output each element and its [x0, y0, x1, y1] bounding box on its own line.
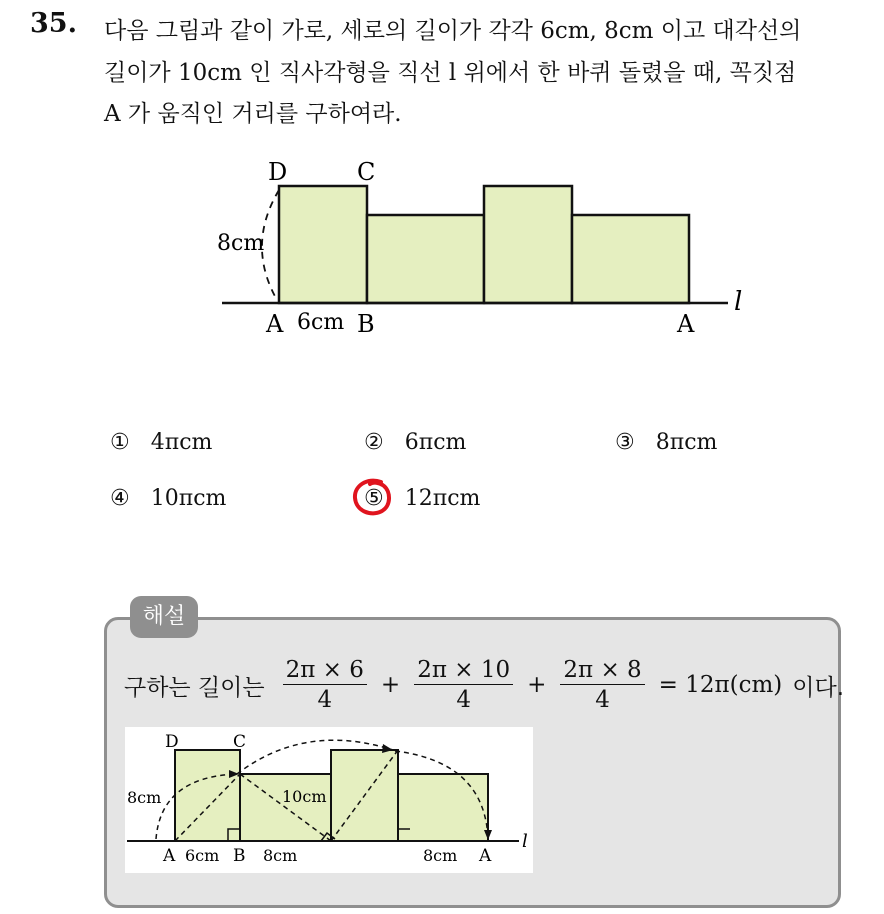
- solution-equation: [124, 650, 844, 720]
- solution-prefix: 구하는 길이는: [124, 674, 265, 701]
- fraction-2-num: 2π × 10: [414, 656, 513, 685]
- label-d: D: [268, 158, 288, 186]
- sol-label-h: 8cm: [127, 788, 162, 807]
- selected-answer-mark: [351, 478, 393, 518]
- rolling-rectangle-figure: [0, 0, 884, 360]
- fraction-2-den: 4: [456, 686, 471, 713]
- sol-label-w2: 8cm: [263, 846, 298, 865]
- sol-label-w1: 6cm: [185, 846, 220, 865]
- sol-label-c: C: [233, 732, 247, 752]
- rect-position-1: [279, 186, 367, 303]
- choice-1-mark: ①: [110, 430, 130, 455]
- fraction-1: [283, 656, 367, 715]
- label-height: 8cm: [217, 231, 265, 256]
- rect-position-2: [367, 215, 484, 303]
- sol-rect-4: [398, 774, 488, 841]
- label-b: B: [357, 310, 375, 338]
- fraction-1-num: 2π × 6: [283, 656, 367, 685]
- sol-rect-1: [175, 750, 240, 841]
- plus-1: +: [380, 672, 401, 698]
- choice-2-value: 6πcm: [404, 430, 467, 455]
- label-a-right: A: [677, 310, 695, 338]
- rect-position-4: [572, 215, 689, 303]
- choice-2[interactable]: [364, 430, 466, 455]
- sol-label-a-left: A: [163, 846, 176, 866]
- solution-result: = 12π(cm): [658, 672, 783, 698]
- solution-tag: 해설: [130, 596, 198, 638]
- choice-3-mark: ③: [615, 430, 635, 455]
- fraction-3-num: 2π × 8: [560, 656, 644, 685]
- question-line-1: 다음 그림과 같이 가로, 세로의 길이가 각각 6cm, 8cm 이고 대각선의: [104, 18, 802, 44]
- plus-2: +: [527, 672, 547, 698]
- choice-2-mark: ②: [364, 430, 384, 455]
- sol-label-a-right: A: [479, 846, 492, 866]
- question-number: 35.: [30, 8, 77, 39]
- question-line-2: 길이가 10cm 인 직사각형을 직선 l 위에서 한 바퀴 돌렸을 때, 꼭짓점: [104, 60, 797, 86]
- fraction-3-den: 4: [595, 686, 610, 713]
- label-width: 6cm: [297, 310, 345, 335]
- question-line-3: A 가 움직인 거리를 구하여라.: [104, 101, 402, 127]
- sol-label-line-l: l: [522, 831, 528, 852]
- choice-4[interactable]: [110, 486, 226, 511]
- choice-3-value: 8πcm: [655, 430, 718, 455]
- label-c: C: [357, 158, 376, 186]
- rect-position-3: [484, 186, 572, 303]
- sol-label-w3: 8cm: [423, 846, 458, 865]
- solution-figure: [125, 727, 533, 873]
- choice-5-value: 12πcm: [404, 486, 481, 511]
- label-line-l: l: [734, 287, 743, 317]
- sol-label-d: D: [165, 732, 179, 752]
- solution-suffix: 이다.: [792, 674, 845, 701]
- choice-3[interactable]: [615, 430, 717, 455]
- sol-label-diag: 10cm: [282, 787, 327, 806]
- choice-5-mark: ⑤: [364, 486, 384, 511]
- sol-label-b: B: [233, 846, 246, 866]
- fraction-1-den: 4: [317, 686, 333, 713]
- fraction-3: [560, 656, 644, 715]
- label-a-left: A: [266, 310, 284, 338]
- choice-4-mark: ④: [110, 486, 130, 511]
- fraction-2: [414, 656, 513, 715]
- arc-d-to-a: [262, 190, 279, 300]
- choice-1[interactable]: [110, 430, 212, 455]
- choice-4-value: 10πcm: [150, 486, 227, 511]
- choice-1-value: 4πcm: [150, 430, 213, 455]
